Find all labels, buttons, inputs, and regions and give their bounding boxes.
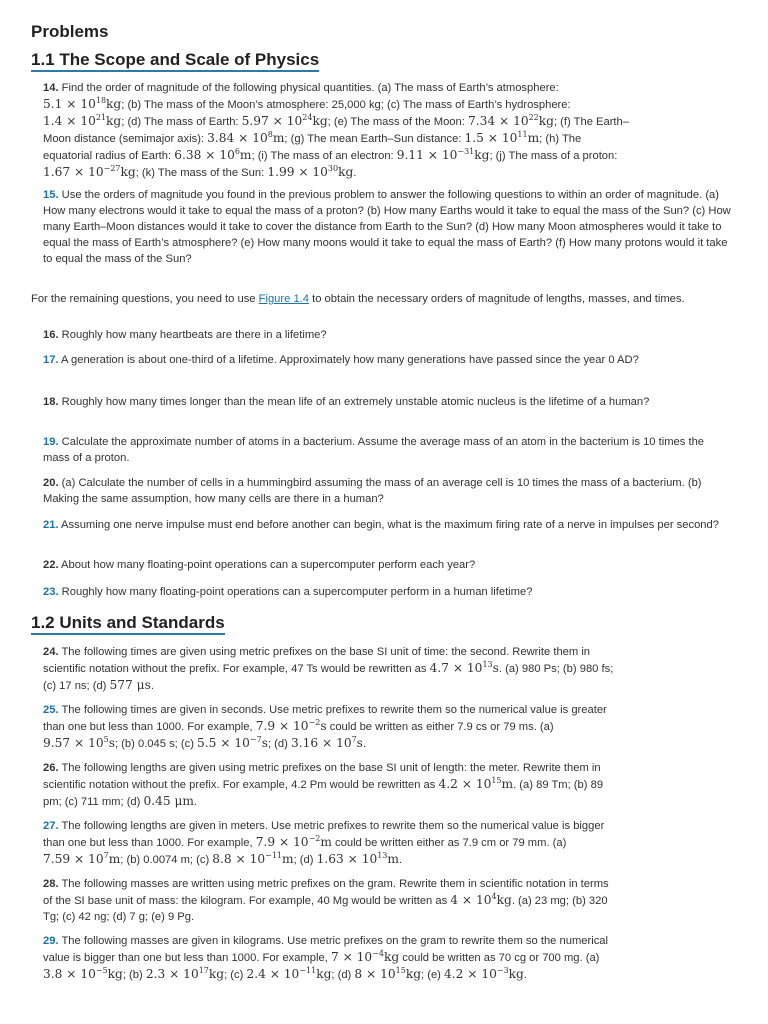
section-heading-units-standards: 1.2 Units and Standards [31, 613, 225, 633]
problem-21: 21. Assuming one nerve impulse must end before another can begin, what is the maximum firing rate of a nerve in impulses per second? [43, 519, 719, 531]
problem-18: 18. Roughly how many times longer than the mean life of an extremely unstable atomic nucleus is the lifetime of a human? [43, 396, 650, 408]
problem-19-number-link[interactable]: 19. [43, 436, 59, 448]
problem-23: 23. Roughly how many floating-point operations can a supercomputer perform in a human lifetime? [43, 586, 533, 598]
problem-24: 24. The following times are given using metric prefixes on the base SI unit of time: the second. Rewrite them in scientific notation without the prefix. For example, 47 Ts would be rewritten as $4.7 \times 10^{13}s$. (a) 980 Ps; (b) 980 fs; (c) 17 ns; (d) 577 μs. [43, 646, 614, 692]
problem-26: 26. The following lengths are given using metric prefixes on the base SI unit of length: the meter. Rewrite them in scientific notation without the prefix. For example, 4.2 Pm would be rewritten as $4.2 \times 10^{15}m$. (a) 89 Tm; (b) 89 pm; (c) 711 mm; (d) 0.45 μm. [43, 762, 604, 808]
problems-heading: Problems [31, 22, 109, 41]
problem-17-number-link[interactable]: 17. [43, 354, 59, 366]
problem-19: 19. Calculate the approximate number of atoms in a bacterium. Assume the average mass of an atom in the bacterium is 10 times the mass of a proton. [43, 436, 705, 464]
problem-21-number-link[interactable]: 21. [43, 519, 59, 531]
problem-25: 25. The following times are given in seconds. Use metric prefixes to rewrite them so the numerical value is greater than one but less than 1000. For example, $7.9 \times 10^{-2}s$ could be written as either 7.9 cs or 79 ms. (a) $9.57 \times 10^5s$; (b) 0.045 s; (c) $5.5 \times 10^{-7}s$; (d) $3.16 \times 10^7s$. [43, 704, 607, 750]
problem-23-number-link[interactable]: 23. [43, 586, 59, 598]
problem-15-number-link[interactable]: 15. [43, 189, 59, 201]
problem-27: 27. The following lengths are given in meters. Use metric prefixes to rewrite them so the numerical value is bigger than one but less than 1000. For example, $7.9 \times 10^{-2}m$ could be written either as 7.9 cm or 79 mm. (a) $7.59 \times 10^7m$; (b) 0.0074 m; (c) $8.8 \times 10^{-11}m$; (d) $1.63 \times 10^{13}m$. [43, 820, 605, 866]
problem-29: 29. The following masses are given in kilograms. Use metric prefixes on the gram to rewrite them so the numerical value is bigger than one but less than 1000. For example, $7 \times 10^{-4}kg$ could be written as 70 cg or 700 mg. (a) $3.8 \times 10^{-5}kg$; (b) $2.3 \times 10^{17}kg$; (c) $2.4 \times 10^{-11}kg$; (d) $8 \times 10^{15}kg$; (e) $4.2 \times 10^{-3}kg$. [43, 935, 609, 981]
problem-16: 16. Roughly how many heartbeats are there in a lifetime? [43, 329, 327, 341]
problem-15: 15. Use the orders of magnitude you found in the previous problem to answer the following questions to within an order of magnitude. (a) How many electrons would it take to equal the mass of a proton? (b) How many Earths would it take to equal the mass of the Sun? (c) How many Earth–Moon distances would it take to cover the distance from Earth to the Sun? (d) How many Moon atmospheres would it take to equal the mass of Earth’s atmosphere? (e) How many moons would it take to equal the mass of Earth? (f) How many protons would it take to equal the mass of the Sun? [43, 189, 731, 265]
problem-25-number-link[interactable]: 25. [43, 704, 59, 716]
problem-17: 17. A generation is about one-third of a lifetime. Approximately how many generations have passed since the year 0 AD? [43, 354, 639, 366]
problem-20: 20. (a) Calculate the number of cells in a hummingbird assuming the mass of an average cell is 10 times the mass of a bacterium. (b) Making the same assumption, how many cells are there in a human? [43, 477, 702, 505]
figure-note: For the remaining questions, you need to use Figure 1.4 to obtain the necessary orders of magnitude of lengths, masses, and times. [31, 293, 685, 305]
problem-22: 22. About how many floating-point operations can a supercomputer perform each year? [43, 559, 476, 571]
figure-1-4-link[interactable]: Figure 1.4 [258, 293, 309, 305]
problem-28: 28. The following masses are written using metric prefixes on the gram. Rewrite them in scientific notation in terms of the SI base unit of mass: the kilogram. For example, 40 Mg would be written as $4 \times 10^4kg$. (a) 23 mg; (b) 320 Tg; (c) 42 ng; (d) 7 g; (e) 9 Pg. [43, 878, 609, 923]
problem-27-number-link[interactable]: 27. [43, 820, 59, 832]
problem-29-number-link[interactable]: 29. [43, 935, 59, 947]
section-heading-scope-scale: 1.1 The Scope and Scale of Physics [31, 50, 319, 70]
problem-14: 14. Find the order of magnitude of the following physical quantities. (a) The mass of Earth’s atmosphere: $5.1 \times 10^{18}kg$; (b) The mass of the Moon’s atmosphere: 25,000 kg; (c) The mass of Earth’s hydrosphere: $1.4 \times 10^{21}kg$; (d) The mass of Earth: $5.97 \times 10^{24}kg$; (e) The mass of the Moon: $7.34 \times 10^{22}kg$; (f) The Earth– Moon distance (semimajor axis): $3.84 \times 10^8m$; (g) The mean Earth–Sun distance: $1.5 \times 10^{11}m$; (h) The equatorial radius of Earth: $6.38 \times 10^6m$; (i) The mass of an electron: $9.11 \times 10^{-31}kg$; (j) The mass of a proton: $1.67 \times 10^{-27}kg$; (k) The mass of the Sun: $1.99 \times 10^{30}kg$. [43, 82, 629, 179]
